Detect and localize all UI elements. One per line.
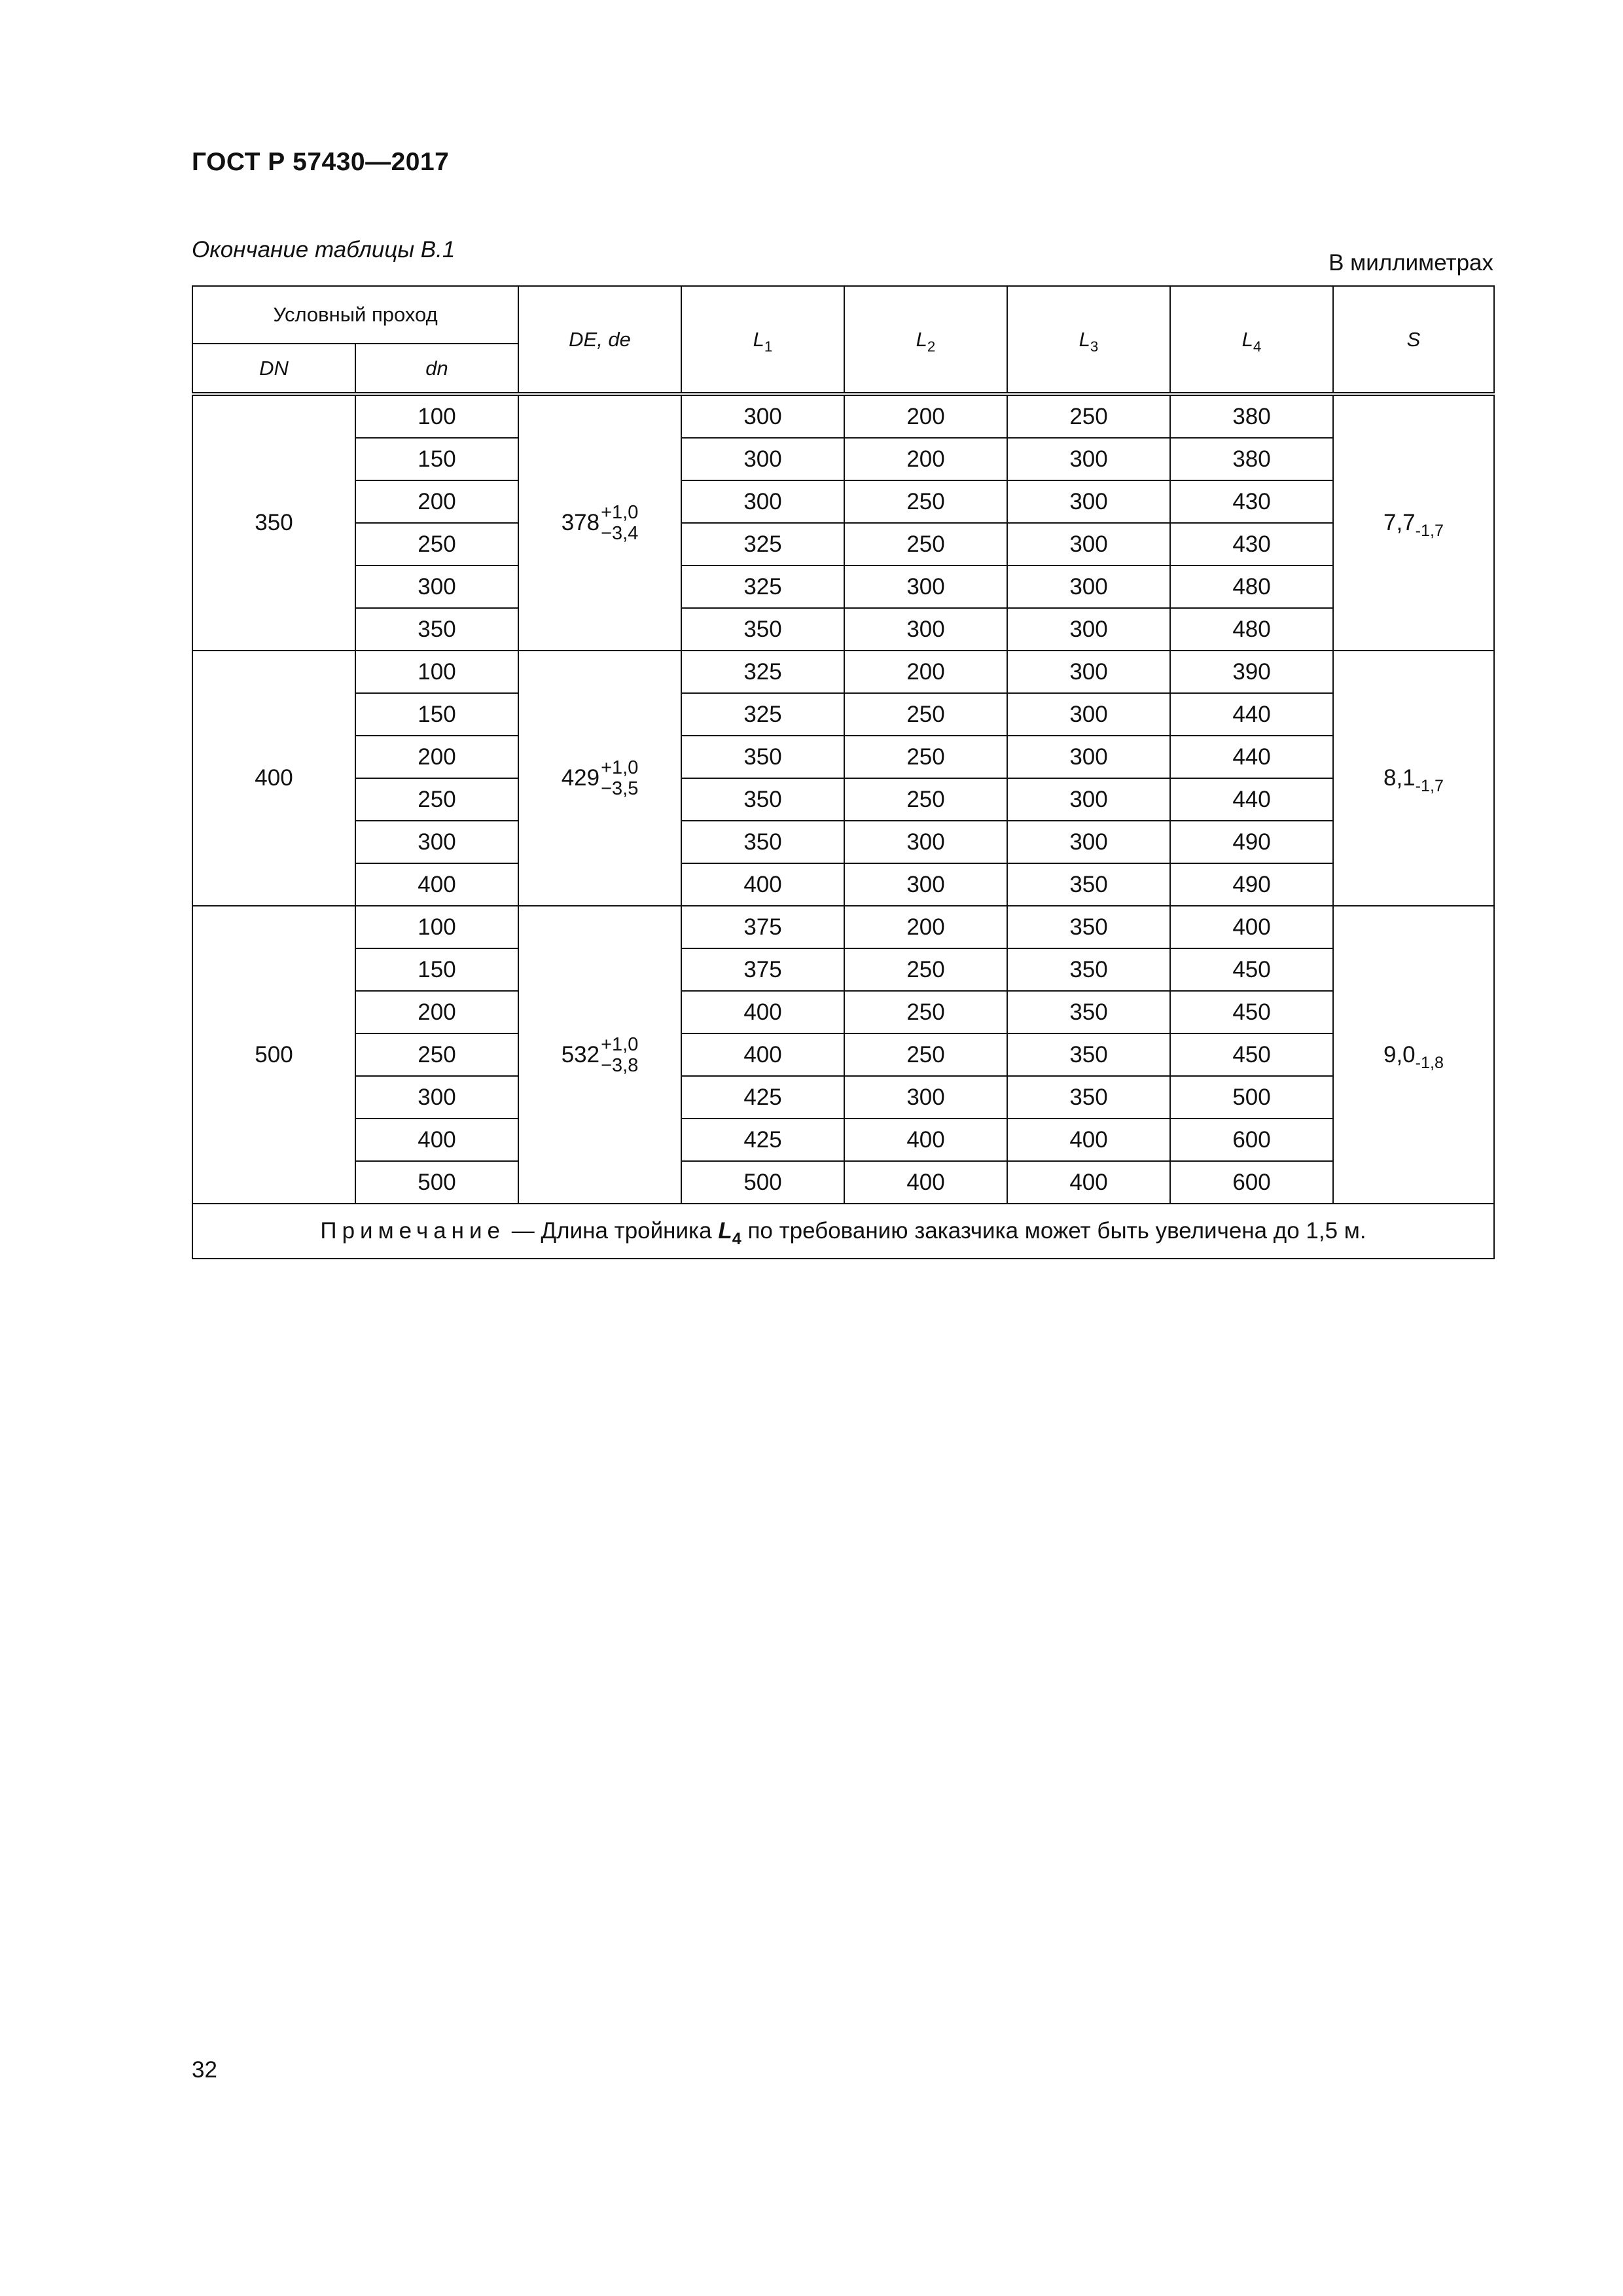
- dn-branch-cell: 250: [355, 778, 518, 821]
- dn-branch-cell: 300: [355, 1076, 518, 1119]
- l3-cell: 350: [1007, 991, 1170, 1033]
- l1-cell: 350: [681, 608, 844, 651]
- de-cell: 429 +1,0 −3,5: [518, 651, 681, 906]
- l2-cell: 300: [844, 863, 1007, 906]
- l3-cell: 350: [1007, 863, 1170, 906]
- l2-cell: 300: [844, 821, 1007, 863]
- l4-cell: 440: [1170, 778, 1333, 821]
- table-note: Примечание — Длина тройника $L_4$ по требованию заказчика может быть увеличена до 1,5 м.: [192, 1204, 1494, 1259]
- l2-cell: 300: [844, 1076, 1007, 1119]
- dn-branch-cell: 350: [355, 608, 518, 651]
- table-row: [192, 778, 1494, 821]
- l2-cell: 400: [844, 1161, 1007, 1204]
- l3-cell: 350: [1007, 1076, 1170, 1119]
- table-row: [192, 821, 1494, 863]
- de-header: DE, de: [518, 286, 681, 394]
- dn-branch-cell: 250: [355, 1033, 518, 1076]
- l2-cell: 250: [844, 1033, 1007, 1076]
- table-row: [192, 565, 1494, 608]
- l3-cell: 350: [1007, 1033, 1170, 1076]
- l2-cell: 250: [844, 991, 1007, 1033]
- l1-cell: 325: [681, 523, 844, 565]
- l3-header: $L_3$: [1007, 286, 1170, 394]
- l4-cell: 500: [1170, 1076, 1333, 1119]
- l1-cell: 425: [681, 1076, 844, 1119]
- table-body: [192, 394, 1494, 1204]
- table-row: [192, 438, 1494, 480]
- l3-cell: 300: [1007, 565, 1170, 608]
- s-cell: $9,0_{-1,8}$: [1333, 906, 1494, 1204]
- l1-cell: 425: [681, 1119, 844, 1161]
- l2-cell: 300: [844, 608, 1007, 651]
- l1-cell: 325: [681, 693, 844, 736]
- l4-cell: 380: [1170, 438, 1333, 480]
- l1-cell: 300: [681, 394, 844, 438]
- l3-cell: 300: [1007, 438, 1170, 480]
- nominal-bore-header: Условный проход: [192, 286, 518, 344]
- l4-cell: 430: [1170, 480, 1333, 523]
- s-header: S: [1333, 286, 1494, 394]
- dn-branch-cell: 100: [355, 906, 518, 948]
- dn-branch-cell: 300: [355, 821, 518, 863]
- l3-cell: 300: [1007, 523, 1170, 565]
- table-row: [192, 948, 1494, 991]
- table-row: [192, 906, 1494, 948]
- l4-cell: 450: [1170, 991, 1333, 1033]
- l1-cell: 350: [681, 821, 844, 863]
- l4-cell: 440: [1170, 736, 1333, 778]
- l1-cell: 375: [681, 906, 844, 948]
- l2-cell: 250: [844, 693, 1007, 736]
- dn-branch-cell: 200: [355, 736, 518, 778]
- de-cell: 378 +1,0 −3,4: [518, 394, 681, 651]
- l1-cell: 400: [681, 1033, 844, 1076]
- de-cell: 532 +1,0 −3,8: [518, 906, 681, 1204]
- page-number: 32: [192, 2057, 217, 2083]
- l3-cell: 300: [1007, 480, 1170, 523]
- dn-branch-cell: 200: [355, 991, 518, 1033]
- l2-cell: 200: [844, 906, 1007, 948]
- l4-cell: 490: [1170, 863, 1333, 906]
- dn-branch-cell: 150: [355, 693, 518, 736]
- document-header: ГОСТ Р 57430—2017: [192, 148, 450, 176]
- l3-cell: 300: [1007, 821, 1170, 863]
- dimensions-table: [192, 285, 1495, 1259]
- dn-cell: 500: [192, 906, 355, 1204]
- dn-cell: 400: [192, 651, 355, 906]
- l1-cell: 350: [681, 736, 844, 778]
- l4-cell: 600: [1170, 1119, 1333, 1161]
- table-row: [192, 608, 1494, 651]
- dn-branch-cell: 500: [355, 1161, 518, 1204]
- l4-cell: 430: [1170, 523, 1333, 565]
- note-text: по требованию заказчика может быть увеличена до 1,5 м.: [741, 1218, 1366, 1244]
- l1-cell: 325: [681, 565, 844, 608]
- l2-cell: 250: [844, 778, 1007, 821]
- l1-cell: 400: [681, 991, 844, 1033]
- s-cell: $7,7_{-1,7}$: [1333, 394, 1494, 651]
- note-label: Примечание: [320, 1218, 506, 1244]
- l2-cell: 200: [844, 394, 1007, 438]
- l1-cell: 350: [681, 778, 844, 821]
- dn-lower-header: dn: [355, 344, 518, 394]
- units-label: В миллиметрах: [1329, 250, 1493, 276]
- l2-cell: 250: [844, 948, 1007, 991]
- l1-cell: 375: [681, 948, 844, 991]
- l3-cell: 400: [1007, 1119, 1170, 1161]
- l3-cell: 250: [1007, 394, 1170, 438]
- l1-cell: 300: [681, 480, 844, 523]
- table-row: [192, 1119, 1494, 1161]
- table-row: [192, 394, 1494, 438]
- dn-branch-cell: 400: [355, 1119, 518, 1161]
- l2-cell: 250: [844, 480, 1007, 523]
- l2-header: $L_2$: [844, 286, 1007, 394]
- dn-branch-cell: 150: [355, 948, 518, 991]
- table-row: [192, 480, 1494, 523]
- l1-cell: 325: [681, 651, 844, 693]
- table-row: [192, 991, 1494, 1033]
- l3-cell: 300: [1007, 651, 1170, 693]
- table-caption: Окончание таблицы В.1: [192, 237, 455, 262]
- note-dash: — Длина тройника: [505, 1218, 719, 1244]
- l2-cell: 200: [844, 438, 1007, 480]
- l2-cell: 200: [844, 651, 1007, 693]
- l1-header: $L_1$: [681, 286, 844, 394]
- l4-cell: 480: [1170, 565, 1333, 608]
- l3-cell: 300: [1007, 693, 1170, 736]
- l4-cell: 400: [1170, 906, 1333, 948]
- l2-cell: 400: [844, 1119, 1007, 1161]
- l2-cell: 300: [844, 565, 1007, 608]
- l4-cell: 490: [1170, 821, 1333, 863]
- l3-cell: 350: [1007, 906, 1170, 948]
- table-row: [192, 1076, 1494, 1119]
- l4-cell: 390: [1170, 651, 1333, 693]
- dn-branch-cell: 400: [355, 863, 518, 906]
- dn-cell: 350: [192, 394, 355, 651]
- l4-header: $L_4$: [1170, 286, 1333, 394]
- l4-cell: 450: [1170, 1033, 1333, 1076]
- dn-branch-cell: 200: [355, 480, 518, 523]
- table-row: [192, 523, 1494, 565]
- s-cell: $8,1_{-1,7}$: [1333, 651, 1494, 906]
- dn-branch-cell: 250: [355, 523, 518, 565]
- dn-branch-cell: 100: [355, 651, 518, 693]
- dn-branch-cell: 100: [355, 394, 518, 438]
- l4-cell: 440: [1170, 693, 1333, 736]
- l1-cell: 500: [681, 1161, 844, 1204]
- l1-cell: 400: [681, 863, 844, 906]
- l4-cell: 600: [1170, 1161, 1333, 1204]
- l4-cell: 380: [1170, 394, 1333, 438]
- l1-cell: 300: [681, 438, 844, 480]
- l2-cell: 250: [844, 523, 1007, 565]
- table-row: [192, 651, 1494, 693]
- l2-cell: 250: [844, 736, 1007, 778]
- dn-branch-cell: 300: [355, 565, 518, 608]
- l3-cell: 300: [1007, 608, 1170, 651]
- l3-cell: 300: [1007, 778, 1170, 821]
- table-row: [192, 1161, 1494, 1204]
- table-row: [192, 693, 1494, 736]
- l4-cell: 450: [1170, 948, 1333, 991]
- l4-cell: 480: [1170, 608, 1333, 651]
- table-row: [192, 863, 1494, 906]
- l3-cell: 400: [1007, 1161, 1170, 1204]
- dn-branch-cell: 150: [355, 438, 518, 480]
- table-row: [192, 736, 1494, 778]
- l3-cell: 300: [1007, 736, 1170, 778]
- l3-cell: 350: [1007, 948, 1170, 991]
- dn-upper-header: DN: [192, 344, 355, 394]
- table-row: [192, 1033, 1494, 1076]
